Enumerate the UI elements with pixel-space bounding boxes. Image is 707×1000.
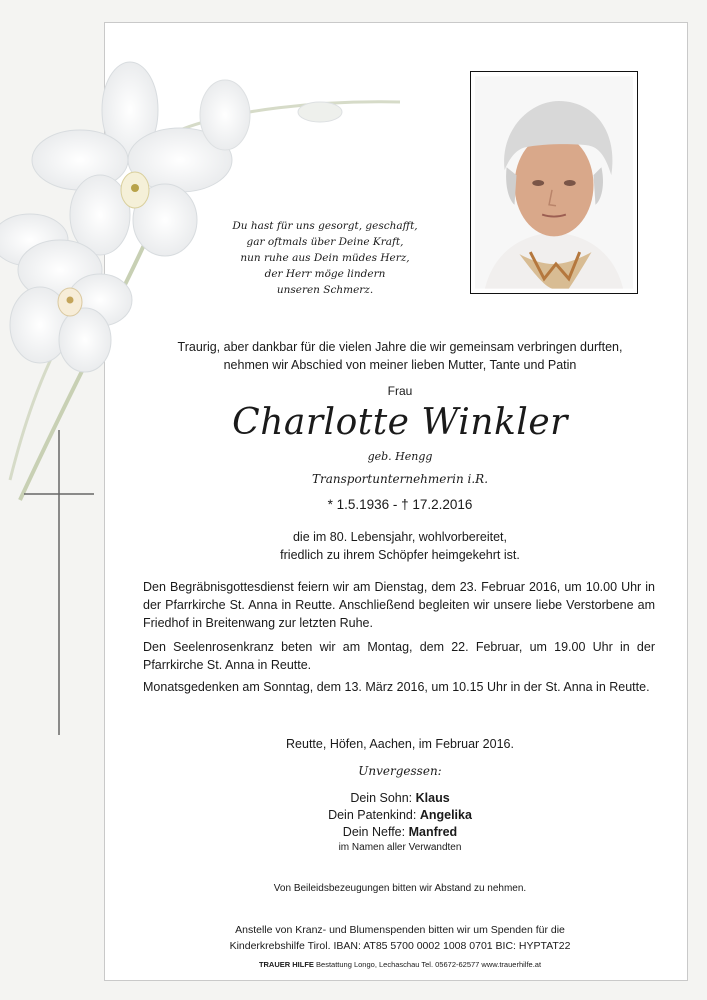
donation-line: Kinderkrebshilfe Tirol. IBAN: AT85 5700 0002 1008 0701 BIC: HYPTAT22: [229, 940, 571, 952]
mourner-label: Dein Neffe:: [342, 825, 409, 839]
poem-line: nun ruhe aus Dein müdes Herz,: [240, 252, 410, 264]
poem-line: der Herr möge lindern: [264, 268, 386, 280]
donation-note: [120, 922, 680, 954]
mourner-label: Dein Sohn:: [350, 791, 416, 805]
rosary-paragraph: Den Seelenrosenkranz beten wir am Montag, dem 22. Februar, um 19.00 Uhr in der Pfarrkirche St. Anna in Reutte.: [143, 640, 655, 672]
mourner-name: Manfred: [408, 825, 458, 839]
intro-line: Traurig, aber dankbar für die vielen Jahre die wir gemeinsam verbringen durften,: [177, 340, 623, 354]
death-line: die im 80. Lebensjahr, wohlvorbereitet,: [292, 530, 507, 544]
birth-name: geb. Hengg: [367, 450, 433, 463]
poem-line: gar oftmals über Deine Kraft,: [246, 236, 404, 248]
footer-brand: TRAUER HILFE: [258, 960, 314, 969]
condolence-note: Von Beileidsbezeugungen bitten wir Abstand zu nehmen.: [273, 883, 527, 894]
funeral-paragraph: Den Begräbnisgottesdienst feiern wir am Dienstag, dem 23. Februar 2016, um 10.00 Uhr in der Pfarrkirche St. Anna in Reutte. Anschließend begleiten wir unsere liebe Verstorbene am Friedhof in Breitenwang zur letzten Ruhe.: [143, 580, 655, 630]
mourner-name: Klaus: [415, 791, 450, 805]
footer-details: Bestattung Longo, Lechaschau Tel. 05672-62577 www.trauerhilfe.at: [313, 960, 542, 969]
salutation: Frau: [387, 384, 413, 398]
death-notice: [120, 528, 680, 564]
mourner-nephew: [120, 825, 680, 839]
memorial-paragraph: Monatsgedenken am Sonntag, dem 13. März 2016, um 10.15 Uhr in der St. Anna in Reutte.: [143, 680, 650, 694]
relatives-line: im Namen aller Verwandten: [338, 842, 462, 853]
mourner-name: Angelika: [419, 808, 472, 822]
mourner-godchild: [120, 808, 680, 822]
poem-line: Du hast für uns gesorgt, geschafft,: [232, 220, 418, 232]
portrait-image: [475, 76, 633, 289]
deceased-name: Charlotte Winkler: [232, 402, 568, 443]
portrait-photo: [470, 71, 638, 294]
mourners-heading: Unvergessen:: [358, 764, 442, 778]
poem: [220, 218, 430, 298]
occupation: Transportunternehmerin i.R.: [311, 472, 489, 486]
mourner-label: Dein Patenkind:: [328, 808, 420, 822]
life-dates: * 1.5.1936 - † 17.2.2016: [327, 497, 473, 512]
place-date-line: [120, 737, 680, 751]
footer: [120, 960, 680, 969]
intro-line: nehmen wir Abschied von meiner lieben Mutter, Tante und Patin: [223, 358, 577, 372]
poem-line: unseren Schmerz.: [276, 284, 374, 296]
place-rest: , Höfen, Aachen, im Februar 2016.: [322, 737, 514, 751]
intro-text: [120, 338, 680, 374]
mourner-son: [120, 791, 680, 805]
donation-line: Anstelle von Kranz- und Blumenspenden bitten wir um Spenden für die: [235, 924, 565, 936]
death-line: friedlich zu ihrem Schöpfer heimgekehrt ist.: [280, 548, 520, 562]
place-town: Reutte: [286, 737, 323, 751]
